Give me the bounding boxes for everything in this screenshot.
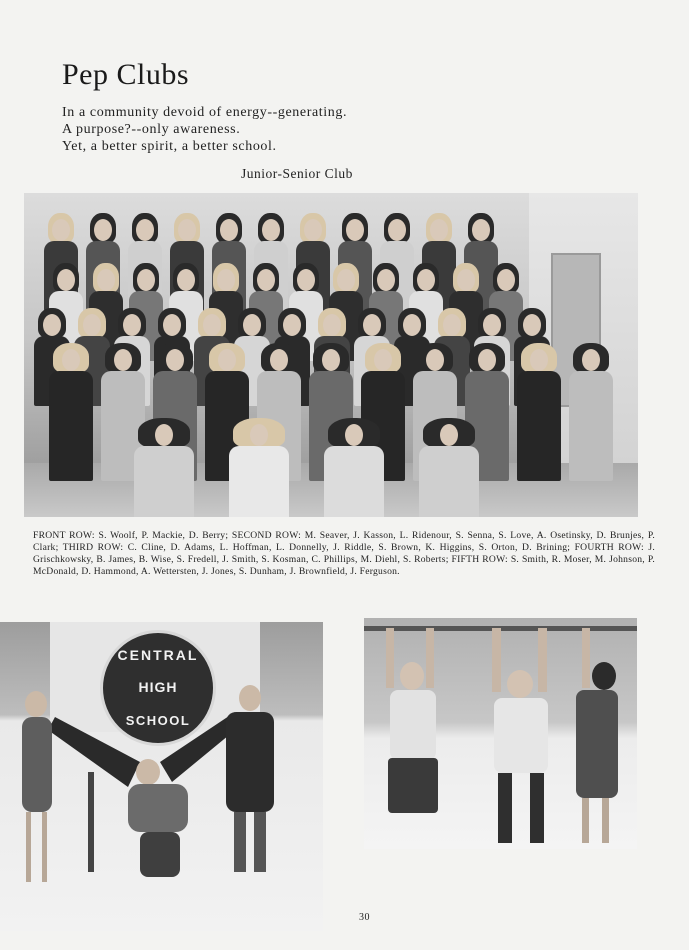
person-left-head xyxy=(25,691,47,717)
megaphone-photo xyxy=(0,622,323,931)
person-right-head xyxy=(239,685,261,711)
sign-text-middle: HIGH xyxy=(138,679,178,695)
girl-left-sweater xyxy=(390,690,436,760)
girl-left-head xyxy=(400,662,424,690)
page-title: Pep Clubs xyxy=(62,58,190,91)
person-left-coat xyxy=(22,717,52,812)
poem-line-1: In a community devoid of energy--generating. xyxy=(62,105,348,120)
girl-left-skirt xyxy=(388,758,438,813)
sign-text-bottom: SCHOOL xyxy=(125,713,191,728)
club-subtitle: Junior-Senior Club xyxy=(241,166,353,181)
poem xyxy=(62,104,347,155)
girl-right-head xyxy=(592,662,616,690)
girl-right-coat xyxy=(576,690,618,798)
megaphone-left xyxy=(48,717,140,787)
crouching-person-body xyxy=(128,784,188,832)
hanging-scene xyxy=(364,618,637,849)
girl-middle-head xyxy=(507,670,533,698)
photo-caption: FRONT ROW: S. Woolf, P. Mackie, D. Berry; SECOND ROW: M. Seaver, J. Kasson, L. Ridenour, S. Senna, S. Love, A. Osetinsky, D. Brunjes, P. Clark; THIRD ROW: C. Cline, D. Adams, L. Hoffman, L. Donnelly, J. Riddle, S. Brown, K. Higgins, S. Orton, D. Brining; FOURTH ROW: J. Grischkowsky, B. James, B. Wise, S. Fredell, J. Smith, S. Kosman, C. Phillips, M. Diehl, S. Roberts; FIFTH ROW: S. Smith, R. Moser, M. Johnson, P. McDonald, D. Hammond, A. Wettersten, J. Jones, S. Dunham, J. Brownfield, J. Ferguson. xyxy=(33,530,655,577)
group-photo xyxy=(24,193,638,517)
poem-line-2: A purpose?--only awareness. xyxy=(62,122,241,137)
person-right-coat xyxy=(226,712,274,812)
crouching-person-head xyxy=(136,759,160,785)
girl-middle-coat xyxy=(494,698,548,773)
hanging-bar-photo xyxy=(364,618,637,849)
page-number: 30 xyxy=(359,912,370,923)
poem-line-3: Yet, a better spirit, a better school. xyxy=(62,139,277,154)
sign-text-top: CENTRAL xyxy=(117,647,199,663)
megaphone-scene xyxy=(0,622,323,931)
